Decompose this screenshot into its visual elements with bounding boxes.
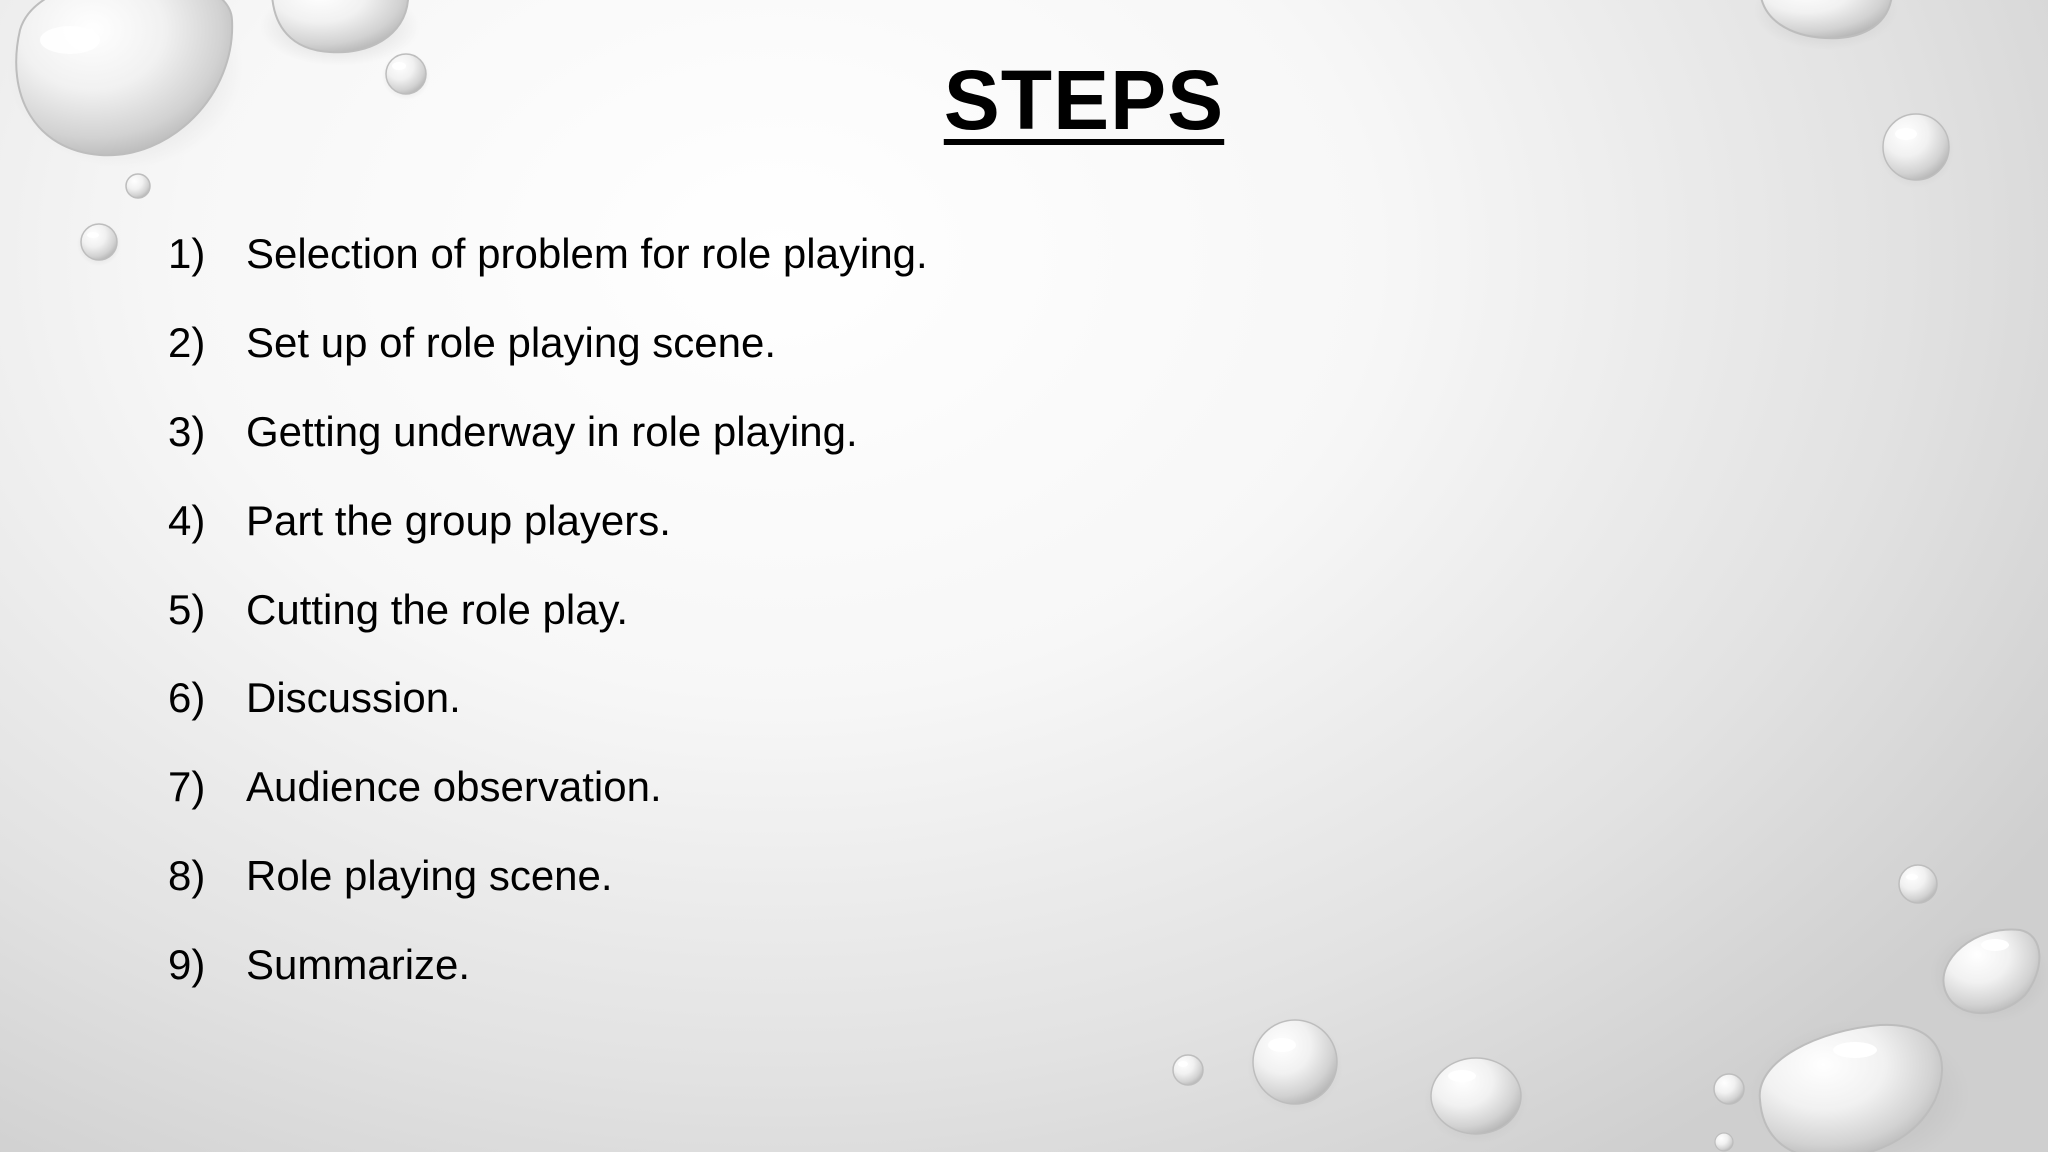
list-item	[168, 476, 928, 565]
step-text: Role playing scene.	[246, 851, 613, 899]
drop-top-left-tiny	[126, 174, 150, 198]
step-text: Discussion.	[246, 674, 461, 722]
drop-bottom-center-large	[1247, 1017, 1343, 1113]
step-text: Set up of role playing scene.	[246, 319, 777, 367]
drop-bottom-right-large	[1750, 1020, 1970, 1152]
step-number: 6)	[168, 674, 206, 722]
step-text: Summarize.	[246, 940, 471, 988]
step-text: Audience observation.	[246, 763, 662, 811]
list-item	[168, 654, 928, 743]
drop-top-right-edge	[1754, 0, 1898, 50]
step-number: 5)	[168, 585, 206, 633]
step-number: 1)	[168, 230, 206, 278]
step-number: 7)	[168, 763, 206, 811]
list-item	[168, 743, 928, 832]
step-text: Cutting the role play.	[246, 585, 629, 633]
steps-list	[168, 210, 928, 1009]
list-item	[168, 920, 928, 1009]
drop-bottom-center-oval	[1424, 1056, 1528, 1144]
drop-bottom-center-small	[1173, 1055, 1203, 1085]
list-item	[168, 388, 928, 477]
drop-right-elongated	[1930, 927, 2048, 1023]
list-item	[168, 565, 928, 654]
step-text: Getting underway in role playing.	[246, 407, 858, 455]
step-number: 8)	[168, 851, 206, 899]
step-text: Selection of problem for role playing.	[246, 230, 928, 278]
step-text: Part the group players.	[246, 496, 671, 544]
slide-title	[0, 52, 2048, 149]
step-number: 2)	[168, 319, 206, 367]
slide-title-text: STEPS	[943, 53, 1225, 147]
drop-bottom-right-small	[1714, 1074, 1744, 1151]
list-item	[168, 832, 928, 921]
step-number: 3)	[168, 407, 206, 455]
step-number: 4)	[168, 496, 206, 544]
step-number: 9)	[168, 940, 206, 988]
list-item	[168, 299, 928, 388]
drop-left-small	[77, 222, 121, 266]
list-item	[168, 210, 928, 299]
drop-right-small	[1899, 865, 1937, 903]
